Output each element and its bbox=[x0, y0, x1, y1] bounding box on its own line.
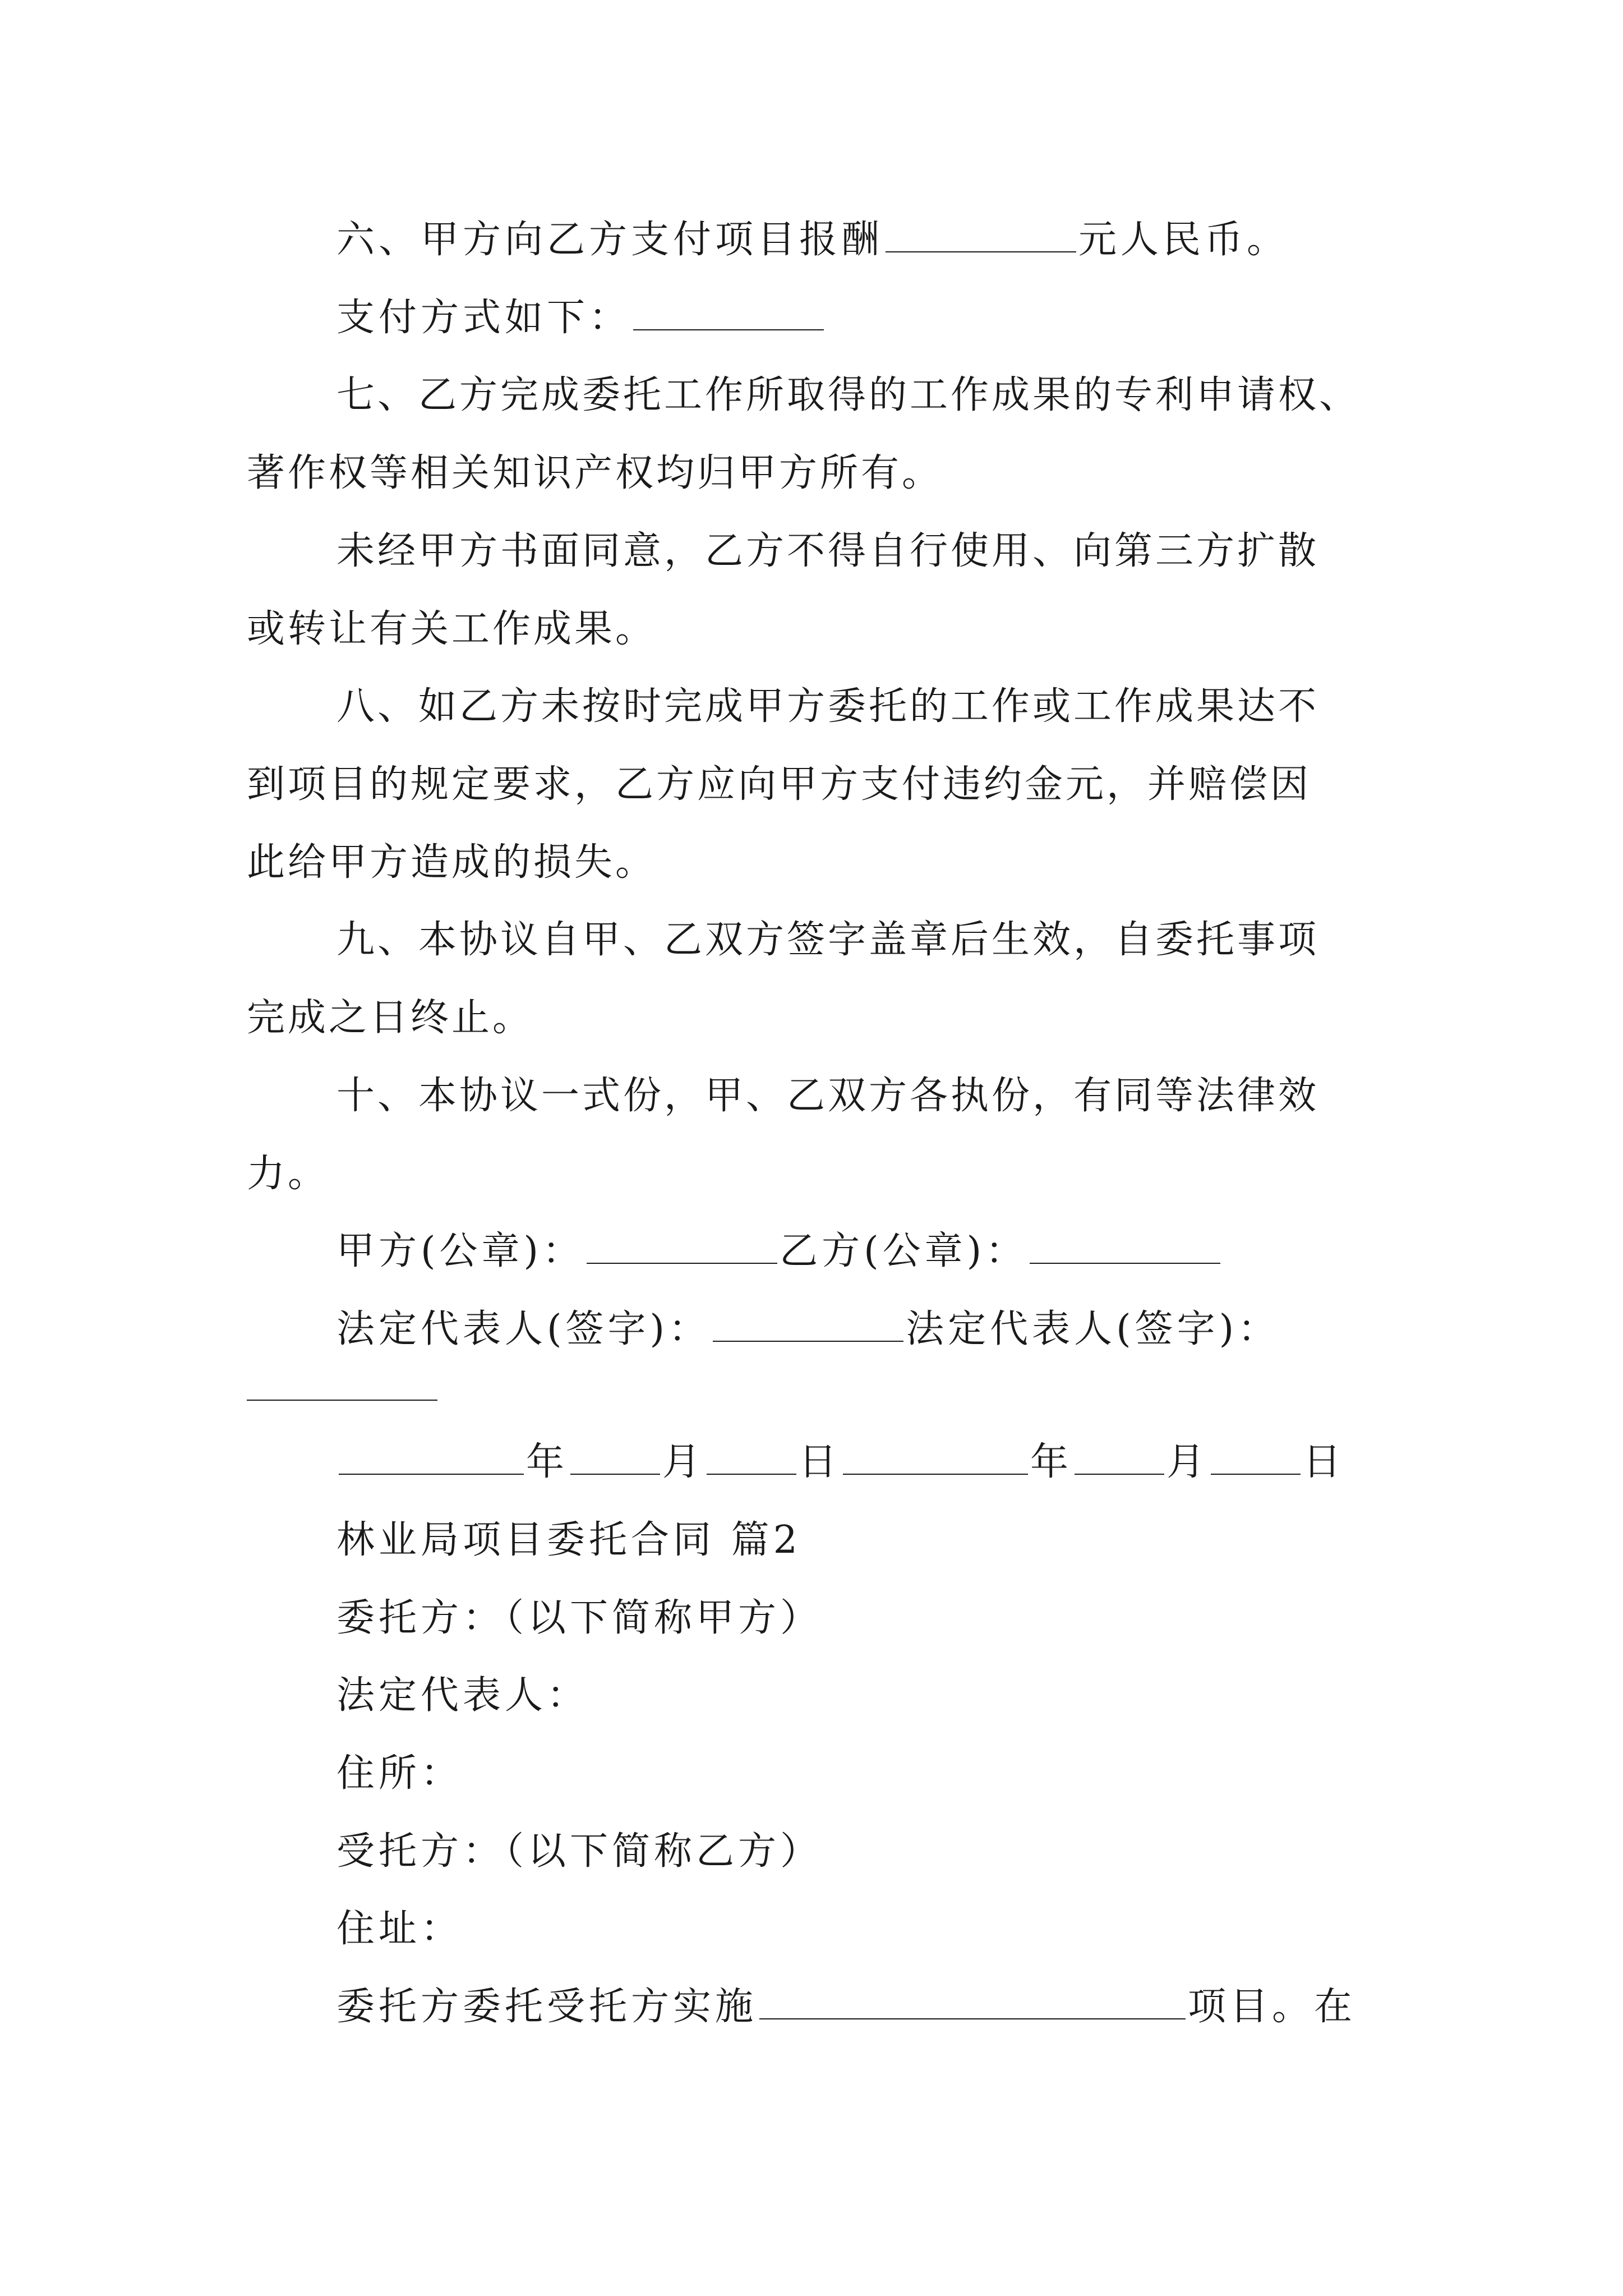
clause-7-note-line-2: 或转让有关工作成果。 bbox=[247, 607, 657, 651]
residence-line: 住所： bbox=[336, 1751, 463, 1796]
clause-7-note-line-1: 未经甲方书面同意，乙方不得自行使用、向第三方扩散 bbox=[336, 529, 1320, 573]
clause-8-line-2: 到项目的规定要求，乙方应向甲方支付违约金元，并赔偿因 bbox=[247, 762, 1312, 807]
payment-method-label: 支付方式如下： bbox=[336, 296, 631, 340]
clause-7-line-2: 著作权等相关知识产权均归甲方所有。 bbox=[247, 451, 943, 495]
month-a-blank bbox=[570, 1440, 660, 1475]
address-line: 住址： bbox=[336, 1907, 463, 1951]
project-line bbox=[336, 1985, 1356, 2030]
month-a-label: 月 bbox=[662, 1440, 705, 1484]
day-b-label: 日 bbox=[1303, 1440, 1345, 1484]
date-line bbox=[336, 1440, 1345, 1485]
clause-7-line-1: 七、乙方完成委托工作所取得的工作成果的专利申请权、 bbox=[336, 373, 1361, 417]
payment-method-blank bbox=[633, 296, 824, 330]
payment-method bbox=[336, 296, 826, 341]
year-a-blank bbox=[339, 1440, 524, 1475]
legal-rep-line: 法定代表人： bbox=[336, 1673, 589, 1718]
trustee-line: 受托方：（以下简称乙方） bbox=[336, 1829, 823, 1874]
clause-6-prefix: 六、甲方向乙方支付项目报酬 bbox=[336, 218, 884, 262]
month-b-label: 月 bbox=[1166, 1440, 1209, 1484]
legal-rep-sign-line bbox=[336, 1307, 1280, 1352]
party-b-seal-blank bbox=[1030, 1229, 1220, 1264]
legal-rep-sign-b-blank bbox=[247, 1400, 437, 1401]
clause-9-line-2: 完成之日终止。 bbox=[247, 996, 534, 1040]
payment-amount-blank bbox=[886, 218, 1076, 252]
project-prefix: 委托方委托受托方实施 bbox=[336, 1985, 758, 2029]
year-a-label: 年 bbox=[526, 1440, 569, 1484]
clause-8-line-3: 此给甲方造成的损失。 bbox=[247, 840, 657, 885]
month-b-blank bbox=[1075, 1440, 1164, 1475]
year-b-blank bbox=[843, 1440, 1028, 1475]
party-a-seal-blank bbox=[587, 1229, 777, 1264]
clause-9-line-1: 九、本协议自甲、乙双方签字盖章后生效，自委托事项 bbox=[336, 918, 1320, 962]
clause-10-line-1: 十、本协议一式份，甲、乙双方各执份，有同等法律效 bbox=[336, 1074, 1320, 1118]
clause-8-line-1: 八、如乙方未按时完成甲方委托的工作或工作成果达不 bbox=[336, 684, 1320, 729]
clause-6 bbox=[336, 218, 1289, 263]
party-a-seal-label: 甲方(公章)： bbox=[336, 1229, 585, 1273]
entrustor-line: 委托方：（以下简称甲方） bbox=[336, 1596, 823, 1640]
party-b-seal-label: 乙方(公章)： bbox=[780, 1229, 1028, 1273]
project-name-blank bbox=[759, 1985, 1186, 2019]
clause-10-line-2: 力。 bbox=[247, 1152, 329, 1196]
project-suffix: 项目。在 bbox=[1188, 1985, 1357, 2029]
legal-rep-sign-a-blank bbox=[713, 1307, 903, 1342]
legal-rep-sign-a-label: 法定代表人(签字)： bbox=[336, 1307, 711, 1351]
legal-rep-sign-b-label: 法定代表人(签字)： bbox=[906, 1307, 1280, 1351]
seal-line bbox=[336, 1229, 1223, 1274]
day-a-label: 日 bbox=[799, 1440, 841, 1484]
clause-6-suffix: 元人民币。 bbox=[1078, 218, 1289, 262]
day-a-blank bbox=[707, 1440, 796, 1475]
day-b-blank bbox=[1211, 1440, 1301, 1475]
section-2-title: 林业局项目委托合同 篇2 bbox=[336, 1518, 801, 1562]
year-b-label: 年 bbox=[1030, 1440, 1073, 1484]
